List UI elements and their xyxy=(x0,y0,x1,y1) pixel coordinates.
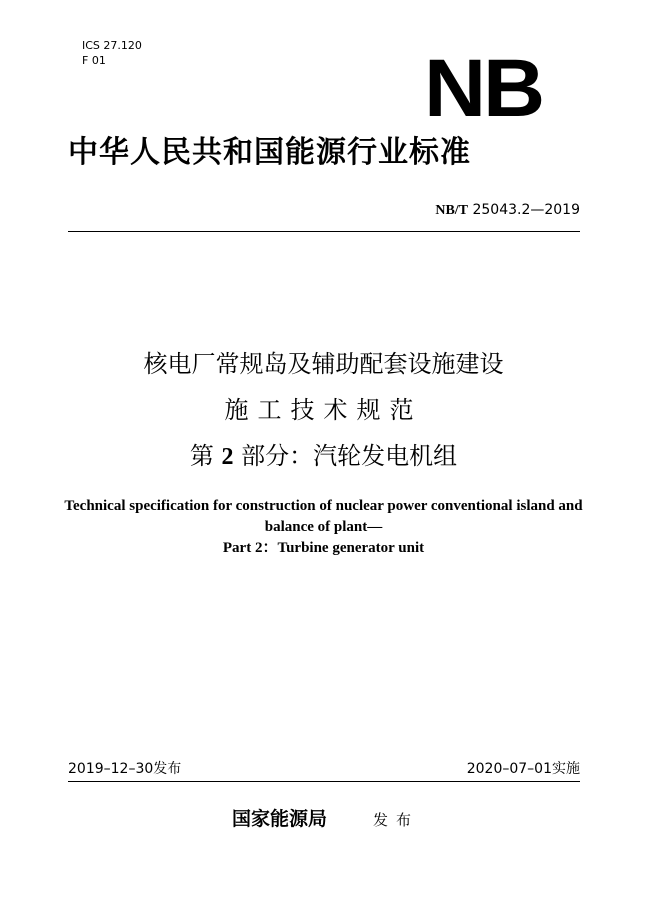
english-title xyxy=(40,496,607,559)
issue-date: 2019–12–30发布 xyxy=(68,761,182,777)
part-prefix: 第 xyxy=(189,442,214,470)
classification-codes xyxy=(82,38,142,68)
ccs-code: F 01 xyxy=(82,54,106,67)
english-title-line2: balance of plant— xyxy=(264,519,383,535)
publisher: 国家能源局 xyxy=(232,808,328,830)
nb-logo: NB xyxy=(424,43,543,134)
standard-code: 25043.2—2019 xyxy=(472,202,580,218)
standard-number xyxy=(435,201,580,220)
footer-divider xyxy=(68,781,580,782)
header-divider xyxy=(68,231,580,232)
publish-action: 发布 xyxy=(373,811,420,829)
part-number: 2 xyxy=(221,444,234,470)
document-title-line2: 施工技术规范 xyxy=(224,396,423,424)
document-title-line1: 核电厂常规岛及辅助配套设施建设 xyxy=(143,350,504,378)
effective-date: 2020–07–01实施 xyxy=(466,761,580,777)
document-title-line3 xyxy=(0,439,647,474)
english-title-line1: Technical specification for construction of nuclear power conventional island and xyxy=(64,498,583,514)
english-title-line3: Part 2：Turbine generator unit xyxy=(222,540,425,556)
organization-title: 中华人民共和国能源行业标准 xyxy=(68,135,471,170)
standard-prefix: NB/T xyxy=(435,203,469,218)
part-title: 部分：汽轮发电机组 xyxy=(241,442,458,470)
ics-code: ICS 27.120 xyxy=(82,39,142,52)
